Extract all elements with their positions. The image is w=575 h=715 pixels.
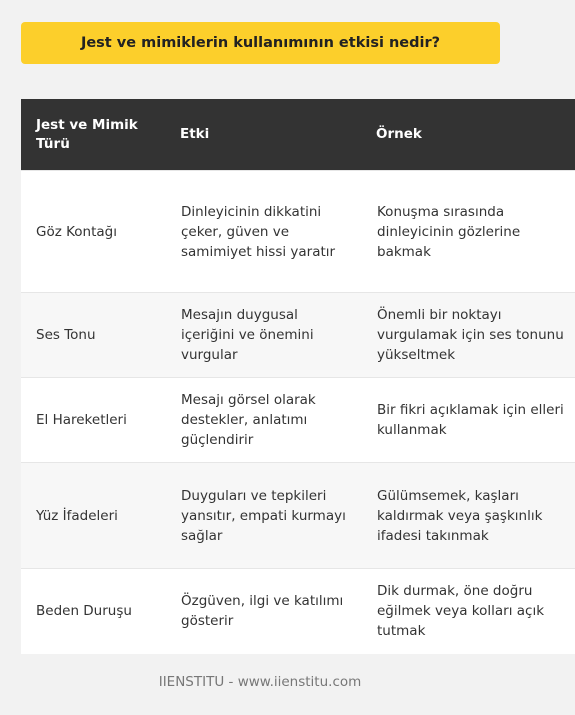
cell-effect: Özgüven, ilgi ve katılımı gösterir xyxy=(165,569,361,654)
table-row xyxy=(21,463,575,569)
table-row xyxy=(21,378,575,463)
cell-example: Dik durmak, öne doğru eğilmek veya kolları açık tutmak xyxy=(361,569,575,654)
cell-effect: Mesajı görsel olarak destekler, anlatımı güçlendirir xyxy=(165,378,361,463)
cell-example: Önemli bir noktayı vurgulamak için ses tonunu yükseltmek xyxy=(361,293,575,378)
cell-example: Bir fikri açıklamak için elleri kullanmak xyxy=(361,378,575,463)
header-effect: Etki xyxy=(165,99,361,171)
comparison-table xyxy=(21,99,575,654)
cell-effect: Duyguları ve tepkileri yansıtır, empati kurmayı sağlar xyxy=(165,463,361,569)
cell-example: Gülümsemek, kaşları kaldırmak veya şaşkınlık ifadesi takınmak xyxy=(361,463,575,569)
table-header-row xyxy=(21,99,575,171)
cell-type: Beden Duruşu xyxy=(21,569,165,654)
footer-credit: IIENSTITU - www.iienstitu.com xyxy=(158,674,362,690)
cell-effect: Mesajın duygusal içeriğini ve önemini vurgular xyxy=(165,293,361,378)
cell-type: Yüz İfadeleri xyxy=(21,463,165,569)
cell-effect: Dinleyicinin dikkatini çeker, güven ve samimiyet hissi yaratır xyxy=(165,171,361,293)
cell-type: El Hareketleri xyxy=(21,378,165,463)
table-row xyxy=(21,569,575,654)
cell-type: Göz Kontağı xyxy=(21,171,165,293)
table-row xyxy=(21,171,575,293)
cell-type: Ses Tonu xyxy=(21,293,165,378)
table-row xyxy=(21,293,575,378)
header-type: Jest ve Mimik Türü xyxy=(21,99,165,171)
title-banner xyxy=(21,22,500,64)
page-title: Jest ve mimiklerin kullanımının etkisi nedir? xyxy=(80,35,441,51)
cell-example: Konuşma sırasında dinleyicinin gözlerine bakmak xyxy=(361,171,575,293)
header-example: Örnek xyxy=(361,99,575,171)
